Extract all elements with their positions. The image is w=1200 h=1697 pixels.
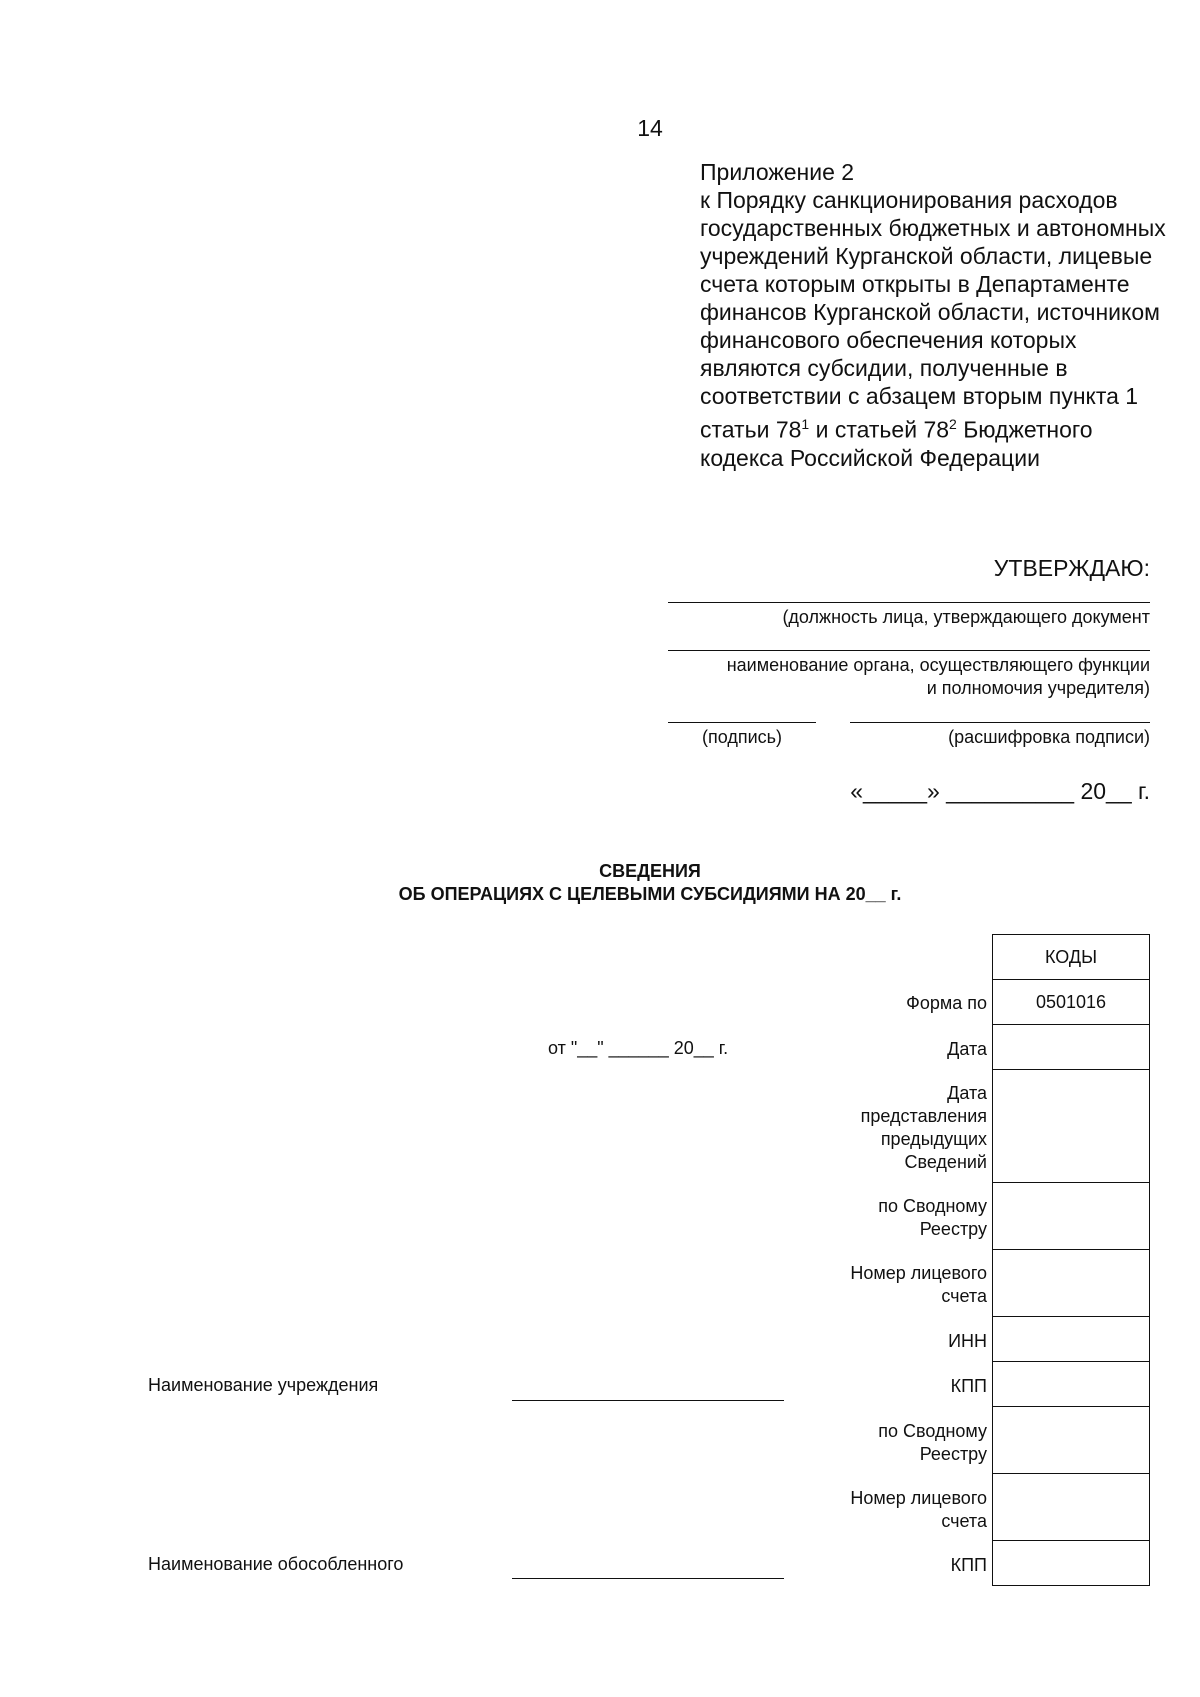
kpp-cell-1[interactable] — [993, 1362, 1150, 1407]
kpp-label-1: КПП — [950, 1376, 987, 1396]
from-date: от "__" ______ 20__ г. — [548, 1038, 729, 1058]
appendix-tail-text: Бюджетного кодекса Российской Федерации — [700, 416, 1093, 471]
body-caption-1: наименование органа, осуществляющего функции — [726, 655, 1150, 675]
separate-line — [512, 1578, 784, 1579]
appendix-body — [700, 186, 1170, 472]
page-number: 14 — [637, 115, 663, 141]
decode-line — [850, 722, 1150, 723]
approval-date-line: «_____» __________ 20__ г. — [850, 778, 1150, 804]
institution-label: Наименование учреждения — [148, 1375, 379, 1395]
position-line — [668, 602, 1150, 603]
form-code-cell[interactable]: 0501016 — [993, 980, 1150, 1025]
inn-label: ИНН — [948, 1331, 987, 1351]
body-line — [668, 650, 1150, 651]
form-label: Форма по — [906, 993, 987, 1013]
signature-caption: (подпись) — [701, 727, 783, 747]
body-caption-2: и полномочия учредителя) — [926, 678, 1150, 698]
signature-line — [668, 722, 816, 723]
approve-label: УТВЕРЖДАЮ: — [993, 555, 1150, 581]
date-cell[interactable] — [993, 1025, 1150, 1070]
inn-cell[interactable] — [993, 1317, 1150, 1362]
appendix-sup-2: 2 — [949, 416, 957, 432]
registry-cell-1[interactable] — [993, 1183, 1150, 1250]
kpp-cell-2[interactable] — [993, 1541, 1150, 1586]
prev-date-label: Дата представления предыдущих Сведений — [860, 1083, 987, 1172]
account-cell-1[interactable] — [993, 1250, 1150, 1317]
document-title-line-2: ОБ ОПЕРАЦИЯХ С ЦЕЛЕВЫМИ СУБСИДИЯМИ НА 20__ г. — [398, 884, 902, 904]
position-caption: (должность лица, утверждающего документ — [782, 607, 1150, 627]
account-cell-2[interactable] — [993, 1474, 1150, 1541]
decode-caption: (расшифровка подписи) — [948, 727, 1150, 747]
institution-line — [512, 1400, 784, 1401]
document-title — [0, 860, 1200, 906]
registry-label-1: по Сводному Реестру — [878, 1196, 987, 1239]
appendix-sup-1: 1 — [801, 416, 810, 432]
date-label: Дата — [947, 1039, 987, 1059]
separate-label: Наименование обособленного — [148, 1554, 404, 1574]
kpp-label-2: КПП — [950, 1555, 987, 1575]
account-label-2: Номер лицевого счета — [850, 1488, 987, 1531]
codes-header: КОДЫ — [993, 935, 1150, 980]
registry-label-2: по Сводному Реестру — [878, 1421, 987, 1464]
account-label-1: Номер лицевого счета — [850, 1263, 987, 1306]
appendix-block — [700, 158, 1170, 472]
document-title-line-1: СВЕДЕНИЯ — [599, 861, 701, 881]
registry-cell-2[interactable] — [993, 1407, 1150, 1474]
appendix-body-text: к Порядку санкционирования расходов государственных бюджетных и автономных учреждений Курганской области, лицевые счета которым открыты в Департаменте финансов Курганской области, источником финансового обеспечения которых являются субсидии, полученные в соответствии с абзацем вторым пункта 1 статьи 78 — [700, 187, 1166, 443]
appendix-mid-text: и статьей 78 — [809, 416, 950, 443]
prev-date-cell[interactable] — [993, 1070, 1150, 1183]
codes-table — [992, 934, 1150, 1586]
appendix-title: Приложение 2 — [700, 159, 855, 185]
